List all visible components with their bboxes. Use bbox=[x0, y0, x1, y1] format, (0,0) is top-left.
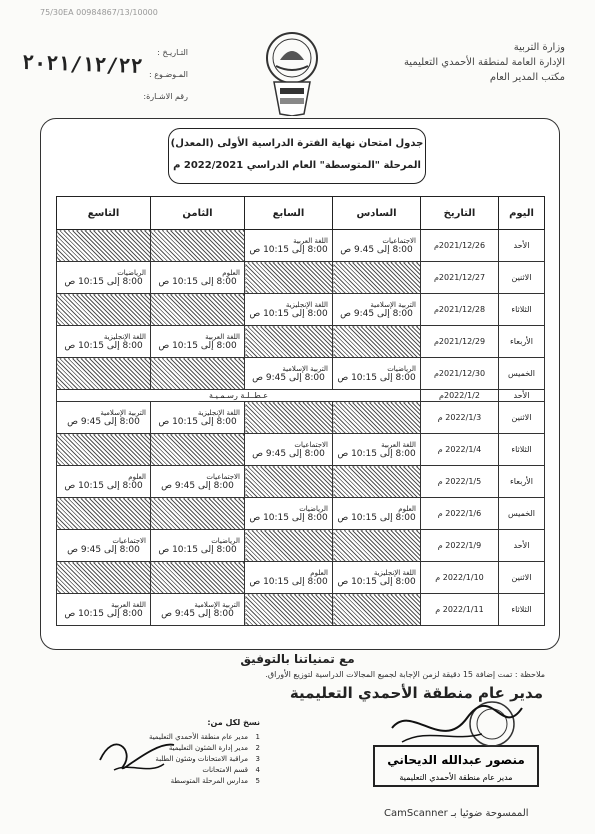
exam-cell-g6 bbox=[333, 434, 421, 466]
table-row bbox=[57, 294, 545, 326]
subject-name: التربية الإسلامية bbox=[282, 364, 328, 373]
exam-cell-g8 bbox=[151, 262, 245, 294]
day-cell: الثلاثاء bbox=[499, 594, 545, 626]
subject-name: الرياضيات bbox=[117, 268, 146, 277]
date-cell: 2022/1/3 م bbox=[421, 402, 499, 434]
exam-cell-g9 bbox=[57, 402, 151, 434]
exam-cell-g6 bbox=[333, 230, 421, 262]
table-row bbox=[57, 498, 545, 530]
exam-time: 8:00 إلى 9:45 ص bbox=[340, 308, 413, 319]
exam-cell-g6 bbox=[333, 294, 421, 326]
cc-item: 4قسم الامتحانات bbox=[202, 766, 260, 774]
header-grade-8: الثامن bbox=[151, 197, 245, 230]
header-day: اليوم bbox=[499, 197, 545, 230]
empty-cell-g7 bbox=[245, 262, 333, 294]
subject-name: الرياضيات bbox=[211, 536, 240, 545]
subject-name: اللغة العربية bbox=[111, 600, 146, 609]
empty-cell-g6 bbox=[333, 326, 421, 358]
subject-name: الاجتماعيات bbox=[112, 536, 146, 545]
table-row bbox=[57, 262, 545, 294]
date-cell: 2021/12/30م bbox=[421, 358, 499, 390]
empty-cell-g8 bbox=[151, 358, 245, 390]
cc-list bbox=[120, 732, 260, 787]
empty-cell-g7 bbox=[245, 530, 333, 562]
exam-time: 8:00 إلى 10:15 ص bbox=[337, 576, 416, 587]
subject-name: الرياضيات bbox=[387, 364, 416, 373]
exam-cell-g6 bbox=[333, 498, 421, 530]
scanner-footer: الممسوحة ضوئيا بـ CamScanner bbox=[384, 808, 529, 819]
table-header-row bbox=[57, 197, 545, 230]
cc-item: 2مدير إدارة الشئون التعليمية bbox=[168, 744, 260, 752]
subject-name: العلوم bbox=[222, 268, 240, 277]
table-row bbox=[57, 358, 545, 390]
director-title: مدير عام منطقة الأحمدي التعليمية bbox=[289, 684, 543, 702]
exam-cell-g6 bbox=[333, 358, 421, 390]
exam-cell-g9 bbox=[57, 594, 151, 626]
exam-cell-g7 bbox=[245, 294, 333, 326]
exam-time: 8:00 إلى 10:15 ص bbox=[158, 340, 237, 351]
header-grade-7: السابع bbox=[245, 197, 333, 230]
date-cell: 2022/1/10 م bbox=[421, 562, 499, 594]
exam-cell-g7 bbox=[245, 230, 333, 262]
empty-cell-g6 bbox=[333, 594, 421, 626]
day-cell: الأربعاء bbox=[499, 466, 545, 498]
table-row bbox=[57, 530, 545, 562]
title-line-2: المرحلة "المتوسطة" العام الدراسي 2022/2021 م bbox=[173, 160, 421, 171]
exam-schedule-table bbox=[56, 196, 545, 626]
subject-name: التربية الإسلامية bbox=[194, 600, 240, 609]
empty-cell-g7 bbox=[245, 594, 333, 626]
cc-item: 1مدير عام منطقة الأحمدي التعليمية bbox=[148, 733, 260, 741]
subject-name: العلوم bbox=[128, 472, 146, 481]
office-name: مكتب المدير العام bbox=[489, 72, 565, 83]
empty-cell-g9 bbox=[57, 294, 151, 326]
empty-cell-g6 bbox=[333, 262, 421, 294]
subject-name: اللغة الإنجليزية bbox=[197, 408, 240, 417]
empty-cell-g9 bbox=[57, 358, 151, 390]
subject-name: اللغة الإنجليزية bbox=[103, 332, 146, 341]
reference-code: 75/30EA 00984867/13/10000 bbox=[40, 8, 158, 17]
empty-cell-g6 bbox=[333, 402, 421, 434]
exam-cell-g8 bbox=[151, 402, 245, 434]
exam-cell-g7 bbox=[245, 562, 333, 594]
empty-cell-g6 bbox=[333, 466, 421, 498]
empty-cell-g8 bbox=[151, 498, 245, 530]
subject-name: اللغة الإنجليزية bbox=[373, 568, 416, 577]
table-row bbox=[57, 562, 545, 594]
empty-cell-g9 bbox=[57, 562, 151, 594]
exam-time: 8:00 إلى 10:15 ص bbox=[158, 276, 237, 287]
header-grade-6: السادس bbox=[333, 197, 421, 230]
exam-time: 8:00 إلى 9:45 ص bbox=[252, 372, 325, 383]
table-row bbox=[57, 434, 545, 466]
ref-label: رقم الاشـارة: bbox=[143, 92, 188, 101]
day-cell: الثلاثاء bbox=[499, 434, 545, 466]
subject-name: التربية الإسلامية bbox=[100, 408, 146, 417]
subject-name: الاجتماعيات bbox=[294, 440, 328, 449]
exam-time: 8:00 إلى 10:15 ص bbox=[337, 512, 416, 523]
empty-cell-g8 bbox=[151, 562, 245, 594]
exam-cell-g6 bbox=[333, 562, 421, 594]
exam-time: 8:00 إلى 10:15 ص bbox=[64, 480, 143, 491]
empty-cell-g8 bbox=[151, 434, 245, 466]
date-cell: 2022/1/4 م bbox=[421, 434, 499, 466]
header-grade-9: التاسع bbox=[57, 197, 151, 230]
stamp-title: مدير عام منطقة الأحمدي التعليمية bbox=[399, 773, 513, 782]
subject-label: المـوضـوع : bbox=[148, 70, 188, 79]
header-right-org bbox=[365, 40, 565, 85]
cc-item: 3مراقبة الامتحانات وشئون الطلبة bbox=[155, 755, 260, 763]
directorate-name: الإدارة العامة لمنطقة الأحمدي التعليمية bbox=[403, 57, 565, 68]
subject-name: الاجتماعيات bbox=[382, 236, 416, 245]
exam-cell-g8 bbox=[151, 530, 245, 562]
exam-cell-g9 bbox=[57, 530, 151, 562]
day-cell: الاثنين bbox=[499, 402, 545, 434]
date-cell: 2022/1/11 م bbox=[421, 594, 499, 626]
subject-name: اللغة العربية bbox=[205, 332, 240, 341]
date-cell: 2021/12/27م bbox=[421, 262, 499, 294]
exam-time: 8:00 إلى 10:15 ص bbox=[249, 308, 328, 319]
cc-title: نسخ لكل من: bbox=[207, 718, 260, 727]
exam-time: 8:00 إلى 10:15 ص bbox=[249, 244, 328, 255]
exam-cell-g7 bbox=[245, 358, 333, 390]
subject-name: العلوم bbox=[398, 504, 416, 513]
exam-time: 8:00 إلى 9:45 ص bbox=[67, 544, 140, 555]
exam-time: 8:00 إلى 9:45 ص bbox=[161, 480, 234, 491]
table-row bbox=[57, 326, 545, 358]
exam-time: 8:00 إلى 10:15 ص bbox=[337, 448, 416, 459]
exam-time: 8:00 إلى 10:15 ص bbox=[64, 276, 143, 287]
day-cell: الثلاثاء bbox=[499, 294, 545, 326]
day-cell: الخميس bbox=[499, 498, 545, 530]
date-cell: 2021/12/26م bbox=[421, 230, 499, 262]
exam-time: 8:00 إلى 10:15 ص bbox=[158, 416, 237, 427]
subject-name: الرياضيات bbox=[299, 504, 328, 513]
day-cell: الخميس bbox=[499, 358, 545, 390]
day-cell: الاثنين bbox=[499, 262, 545, 294]
table-row bbox=[57, 594, 545, 626]
exam-time: 8:00 إلى 10:15 ص bbox=[249, 576, 328, 587]
empty-cell-g8 bbox=[151, 294, 245, 326]
title-line-1: جدول امتحان نهاية الفترة الدراسية الأولى (المعدل) bbox=[170, 138, 424, 149]
exam-time: 8:00 إلى 10:15 ص bbox=[337, 372, 416, 383]
day-cell: الأحد bbox=[499, 390, 545, 402]
empty-cell-g9 bbox=[57, 498, 151, 530]
exam-cell-g8 bbox=[151, 594, 245, 626]
day-cell: الأحد bbox=[499, 530, 545, 562]
date-cell: 2022/1/6 م bbox=[421, 498, 499, 530]
cc-item: 5مدارس المرحلة المتوسطة bbox=[170, 777, 260, 785]
subject-name: اللغة العربية bbox=[293, 236, 328, 245]
date-cell: 2021/12/29م bbox=[421, 326, 499, 358]
day-cell: الاثنين bbox=[499, 562, 545, 594]
date-cell: 2022/1/2م bbox=[421, 390, 499, 402]
exam-cell-g9 bbox=[57, 466, 151, 498]
exam-cell-g7 bbox=[245, 434, 333, 466]
exam-time: 8:00 إلى 9:45 ص bbox=[67, 416, 140, 427]
date-cell: 2022/1/9 م bbox=[421, 530, 499, 562]
subject-name: اللغة الإنجليزية bbox=[285, 300, 328, 309]
table-row bbox=[57, 390, 545, 402]
state-emblem-icon bbox=[258, 30, 326, 116]
subject-name: العلوم bbox=[310, 568, 328, 577]
exam-cell-g8 bbox=[151, 326, 245, 358]
stamp-name: منصور عبدالله الديحاني bbox=[387, 753, 525, 767]
exam-cell-g9 bbox=[57, 326, 151, 358]
empty-cell-g7 bbox=[245, 326, 333, 358]
empty-cell-g9 bbox=[57, 434, 151, 466]
empty-cell-g8 bbox=[151, 230, 245, 262]
empty-cell-g9 bbox=[57, 230, 151, 262]
exam-time: 8:00 إلى 9:45 ص bbox=[161, 608, 234, 619]
subject-name: التربية الإسلامية bbox=[370, 300, 416, 309]
subject-name: اللغة العربية bbox=[381, 440, 416, 449]
day-cell: الأحد bbox=[499, 230, 545, 262]
exam-time: 8:00 إلى 10:15 ص bbox=[64, 608, 143, 619]
exam-time: 8:00 إلى 9:45 ص bbox=[252, 448, 325, 459]
wishes-text: مع تمنياتنا بالتوفيق bbox=[240, 652, 355, 666]
empty-cell-g7 bbox=[245, 466, 333, 498]
exam-cell-g7 bbox=[245, 498, 333, 530]
note-text: ملاحظة : تمت إضافة 15 دقيقة لزمن الإجابة لجميع المجالات الدراسية لتوزيع الأوراق. bbox=[265, 670, 545, 679]
handwritten-date: ٢٠٢١/١٢/٢٢ bbox=[21, 49, 143, 79]
holiday-cell: عـطــلـة رسـمـيـة bbox=[57, 390, 421, 402]
header-date: التاريخ bbox=[421, 197, 499, 230]
date-cell: 2021/12/28م bbox=[421, 294, 499, 326]
table-row bbox=[57, 230, 545, 262]
date-label: التـاريـخ : bbox=[157, 48, 188, 57]
table-row bbox=[57, 402, 545, 434]
exam-cell-g8 bbox=[151, 466, 245, 498]
schedule-title bbox=[168, 128, 426, 184]
exam-cell-g9 bbox=[57, 262, 151, 294]
date-cell: 2022/1/5 م bbox=[421, 466, 499, 498]
exam-time: 8:00 إلى 10:15 ص bbox=[64, 340, 143, 351]
day-cell: الأربعاء bbox=[499, 326, 545, 358]
subject-name: الاجتماعيات bbox=[206, 472, 240, 481]
ministry-name: وزارة التربية bbox=[513, 42, 565, 53]
table-row bbox=[57, 466, 545, 498]
exam-time: 8:00 إلى 9.45 ص bbox=[340, 244, 413, 255]
empty-cell-g7 bbox=[245, 402, 333, 434]
exam-time: 8:00 إلى 10:15 ص bbox=[158, 544, 237, 555]
empty-cell-g6 bbox=[333, 530, 421, 562]
exam-time: 8:00 إلى 10:15 ص bbox=[249, 512, 328, 523]
official-stamp-signature bbox=[372, 698, 540, 790]
